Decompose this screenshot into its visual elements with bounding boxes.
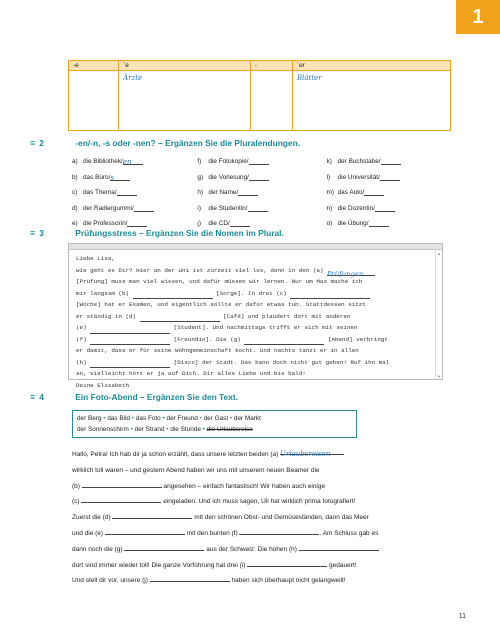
table-cell[interactable] bbox=[292, 71, 450, 131]
plural-item bbox=[327, 189, 452, 196]
ending-blank[interactable]: s bbox=[110, 174, 130, 181]
ending-blank[interactable] bbox=[364, 189, 384, 196]
plural-item bbox=[72, 205, 197, 212]
handwritten-answer: Blätter bbox=[296, 74, 322, 82]
exercise-4-heading: ≡ 4 Ein Foto-Abend – Ergänzen Sie den Text. bbox=[30, 392, 238, 402]
bullet-icon: • bbox=[197, 415, 204, 422]
ending-blank[interactable] bbox=[381, 158, 401, 165]
bullet-icon: • bbox=[228, 415, 234, 422]
item-letter: i) bbox=[197, 204, 201, 212]
chapter-tab: 1 bbox=[456, 0, 500, 34]
col-header-none: - bbox=[250, 61, 292, 71]
word-box-item: der Strand bbox=[134, 426, 165, 433]
word-box-item: die Stunde bbox=[170, 426, 201, 433]
audio-icon: ≡ bbox=[30, 228, 36, 238]
answer-blank-e[interactable] bbox=[105, 527, 185, 535]
answer-blank-b[interactable] bbox=[82, 480, 162, 488]
answer-blank-h[interactable] bbox=[299, 543, 379, 551]
audio-icon: ≡ bbox=[30, 138, 36, 148]
ending-blank[interactable] bbox=[249, 158, 269, 165]
plural-table bbox=[68, 60, 451, 131]
word-box-item: der Freund bbox=[166, 415, 198, 422]
bullet-icon: • bbox=[128, 426, 135, 433]
answer-blank-j[interactable] bbox=[150, 574, 230, 582]
item-word: der Buchstabe/ bbox=[337, 158, 381, 166]
ending-blank[interactable]: en bbox=[123, 158, 143, 165]
answer-blank-i[interactable] bbox=[247, 559, 327, 567]
ending-blank[interactable] bbox=[238, 189, 258, 196]
list-item bbox=[72, 201, 452, 217]
ending-blank[interactable] bbox=[230, 220, 250, 227]
item-word: die Professorin/ bbox=[83, 220, 128, 228]
scrollbar[interactable] bbox=[435, 251, 441, 379]
plural-item bbox=[327, 158, 452, 165]
foto-abend-text: Hallo, Petra! Ich hab dir ja schon erzählt, dass unsere letzten beiden (a) Urlaubsreisen wirklich toll waren – und gestern Abend haben wir uns mit unserem neuen Beamer die (b) angesehen – einfach fantastisch! Wir haben auch einige (c) eingeladen. Und ich muss sagen, Uli hat wirklich prima fotografiert! Zuerst die (d) mit den schönen Obst- und Gemüseständen, dann das Meer und die (e) mit den bunten (f) . Am Schluss gab es dann noch die (g) aus der Schweiz: Die hohen (h) dort sind immer wieder toll! Die ganze Vorführung hat drei (i) gedauert! Und stell dir vor, unsere (j) haben sich überhaupt nicht gelangweilt! bbox=[72, 447, 462, 589]
answer-blank-d[interactable] bbox=[112, 511, 192, 519]
word-box-item: das Foto bbox=[135, 415, 161, 422]
ending-blank[interactable] bbox=[380, 174, 400, 181]
word-box-item: das Bild bbox=[107, 415, 131, 422]
item-letter: n) bbox=[326, 204, 333, 212]
exercise-2-heading: ≡ 2 -en/-n, -s oder -nen? – Ergänzen Sie die Pluralendungen. bbox=[30, 138, 301, 148]
item-letter: o) bbox=[326, 220, 333, 228]
answer-blank-g[interactable] bbox=[124, 543, 204, 551]
plural-item bbox=[197, 174, 326, 181]
item-word: die Vorlesung/ bbox=[208, 173, 249, 181]
bullet-icon: • bbox=[200, 426, 207, 433]
ending-blank[interactable] bbox=[117, 189, 137, 196]
plural-item bbox=[197, 220, 326, 227]
item-word: der Name/ bbox=[208, 189, 239, 197]
item-word: die Fotokopie/ bbox=[208, 158, 249, 166]
answer-blank-f[interactable] bbox=[239, 527, 319, 535]
plural-item bbox=[72, 174, 197, 181]
plural-item bbox=[197, 189, 326, 196]
word-box-item: der Berg bbox=[77, 415, 102, 422]
answer-blank-c[interactable] bbox=[81, 495, 161, 503]
table-cell[interactable] bbox=[119, 71, 251, 131]
list-item bbox=[72, 170, 452, 186]
item-letter: b) bbox=[72, 173, 78, 181]
word-box-item: der Markt bbox=[233, 415, 261, 422]
item-word: die Universität/ bbox=[337, 173, 380, 181]
item-letter: d) bbox=[72, 204, 78, 212]
answer-blank-f[interactable] bbox=[90, 338, 170, 345]
plural-item bbox=[197, 205, 326, 212]
item-letter: a) bbox=[72, 158, 78, 166]
item-letter: c) bbox=[72, 189, 78, 197]
word-box-item: die Urlaubsreise bbox=[206, 426, 253, 433]
word-box-line-2 bbox=[77, 424, 352, 435]
item-letter: k) bbox=[326, 158, 332, 166]
word-box-item: der Gast bbox=[203, 415, 229, 422]
item-letter: j) bbox=[197, 220, 201, 228]
ending-blank[interactable] bbox=[134, 205, 154, 212]
bullet-icon: • bbox=[160, 415, 167, 422]
item-letter: m) bbox=[326, 189, 335, 197]
page-number: 11 bbox=[458, 613, 466, 620]
answer-blank-d[interactable] bbox=[140, 315, 220, 322]
answer-blank-g[interactable] bbox=[244, 338, 324, 345]
item-letter: l) bbox=[326, 173, 331, 181]
item-word: das Büro/ bbox=[83, 173, 111, 181]
list-item bbox=[72, 154, 452, 170]
col-header-umlaut-e: ¨e bbox=[119, 61, 251, 71]
letter-text: Liebe Lisa, wie geht es Dir? Hier an der Uni ist zurzeit viel los, denn in den (a) Prüfungen [Prüfung] muss man viel wissen, und dafür müssen wir lernen. Nur um Max mache ich mir langsam (b) [Sorge]. In drei (c) [Woche] hat er Examen, und eigentlich sollte er dafür etwas tun. Stattdessen sitzt er ständig in (d) [Café] und plaudert dort mit anderen (e) [Student]. Und nachmittags trifft er sich mit seinen (f) [Freundin]. Die (g) [Abend] verbringt er damit, dass er für seine Wohngemeinschaft kocht. Und nachts tanzt er in allen (h) [Disco] der Stadt. Das kann doch nicht gut gehen! Ruf ihn mal an, vielleicht hört er ja auf Dich. Dir alles Liebe und bis bald! Deine Elisabeth bbox=[76, 255, 390, 389]
audio-icon: ≡ bbox=[30, 392, 36, 402]
plural-item bbox=[327, 220, 452, 227]
word-box-item: der Sonnenschirm bbox=[77, 426, 129, 433]
plural-item bbox=[72, 158, 197, 165]
col-header-umlaut-er: ¨er bbox=[292, 61, 450, 71]
col-header-e: -e bbox=[69, 61, 119, 71]
ending-blank[interactable] bbox=[249, 174, 269, 181]
item-word: der Radiergummi/ bbox=[83, 204, 134, 212]
ending-blank[interactable] bbox=[248, 205, 268, 212]
item-word: die CD/ bbox=[208, 220, 230, 228]
ending-blank[interactable] bbox=[127, 220, 147, 227]
plural-item bbox=[327, 205, 452, 212]
item-word: die Bibliothek/ bbox=[83, 158, 123, 166]
word-box-line-1 bbox=[77, 413, 352, 424]
bullet-icon: • bbox=[101, 415, 108, 422]
exercise-3-heading: ≡ 3 Prüfungsstress – Ergänzen Sie die Nomen im Plural. bbox=[30, 228, 284, 238]
scroll-up-icon[interactable]: ▲ bbox=[437, 251, 441, 256]
plural-item bbox=[72, 220, 197, 227]
ending-blank[interactable] bbox=[369, 220, 389, 227]
item-word: das Thema/ bbox=[83, 189, 117, 197]
item-word: die Übung/ bbox=[337, 220, 369, 228]
item-letter: h) bbox=[197, 189, 204, 197]
item-letter: g) bbox=[197, 173, 204, 181]
list-item bbox=[72, 185, 452, 201]
plural-item bbox=[327, 174, 452, 181]
letter-window bbox=[68, 243, 443, 389]
item-word: die Dozentin/ bbox=[337, 204, 375, 212]
answer-blank-c[interactable] bbox=[290, 292, 370, 299]
answer-blank-b[interactable] bbox=[133, 292, 213, 299]
answer-blank-a[interactable]: Urlaubsreisen bbox=[280, 447, 344, 455]
plural-item bbox=[72, 189, 197, 196]
table-cell[interactable] bbox=[69, 71, 119, 131]
bullet-icon: • bbox=[164, 426, 171, 433]
word-box bbox=[72, 410, 357, 438]
scroll-down-icon[interactable]: ▼ bbox=[437, 374, 441, 379]
plural-item bbox=[197, 158, 326, 165]
ending-blank[interactable] bbox=[375, 205, 395, 212]
table-cell[interactable] bbox=[250, 71, 292, 131]
plural-endings-grid bbox=[72, 154, 452, 232]
answer-blank-e[interactable] bbox=[90, 327, 170, 334]
item-word: das Auto/ bbox=[337, 189, 365, 197]
item-letter: e) bbox=[72, 220, 78, 228]
answer-blank-h[interactable] bbox=[90, 361, 170, 368]
bullet-icon: • bbox=[130, 415, 136, 422]
item-letter: f) bbox=[197, 158, 202, 166]
item-word: die Studentin/ bbox=[208, 204, 248, 212]
handwritten-answer: Ärzte bbox=[123, 74, 143, 82]
answer-blank-a[interactable]: Prüfungen bbox=[327, 269, 375, 276]
